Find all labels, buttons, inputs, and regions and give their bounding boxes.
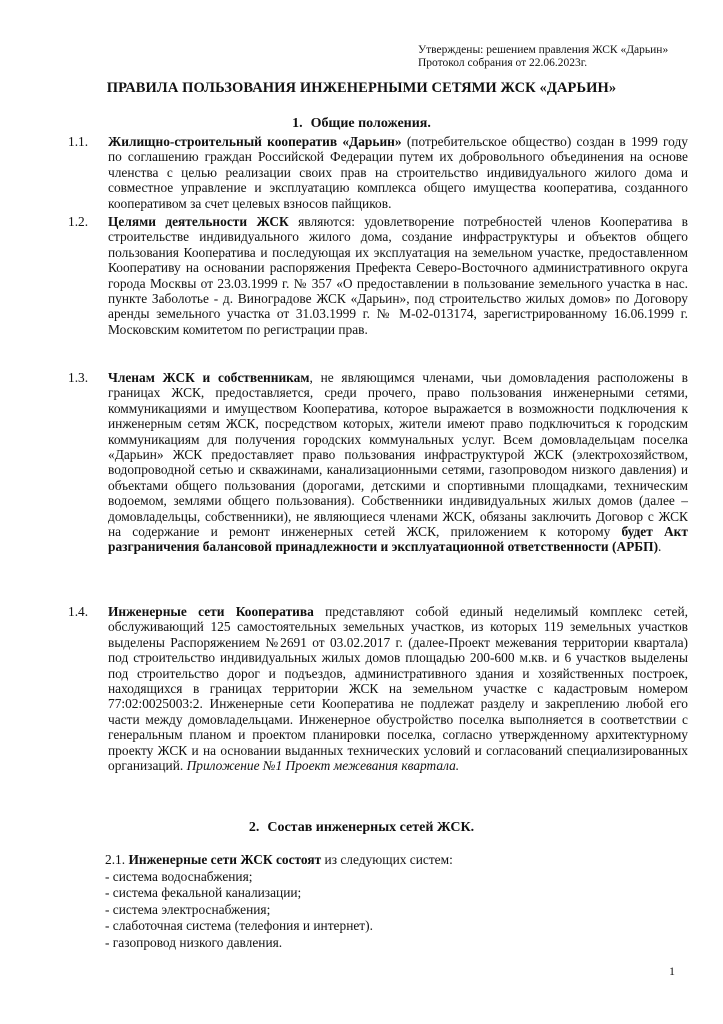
- clause-1-1: [68, 134, 688, 211]
- clause-1-3: [68, 370, 688, 555]
- clause-lead: Инженерные сети ЖСК состоят: [128, 852, 322, 867]
- clause-number: 1.1.: [68, 134, 89, 149]
- clause-number: 1.4.: [68, 604, 89, 619]
- system-item: - слаботочная система (телефония и интернет).: [105, 918, 373, 933]
- document-title: ПРАВИЛА ПОЛЬЗОВАНИЯ ИНЖЕНЕРНЫМИ СЕТЯМИ ЖСК «ДАРЬИН»: [106, 80, 617, 96]
- clause-2-1-intro: [105, 852, 665, 869]
- section-2-number: 2.: [248, 820, 260, 835]
- clause-1-2: [68, 214, 688, 337]
- appendix-reference: Приложение №1 Проект межевания квартала.: [186, 758, 460, 774]
- clause-number: 1.3.: [68, 370, 89, 385]
- clause-text: представляют собой единый неделимый комплекс сетей, обслуживающий 125 самостоятельных земельных участков, из которых 119 земельных участков выделены Распоряжением №2691 от 03.02.2017 г. (далее-Проект межевания территории квартала) под строительство индивидуальных жилых домов площадью 200-600 м.кв. и 6 участков выделены под строительство дорог и подъездов, административного здания и хозяйственных построек, находящихся в границах территории ЖСК на земельном участке с кадастровым номером 77:02:0025003:2. Инженерные сети Кооператива не подлежат разделу и закреплению любой его части между домовладельцами. Инженерное обустройство поселка выполняется в соответствии с генеральным планом и проектом планировки поселка, согласно утвержденному архитектурному проекту ЖСК и на основании выданных технических условий и согласований специализированных организаций.: [108, 604, 688, 774]
- section-2-heading: [0, 820, 723, 836]
- clause-number: 2.1.: [105, 852, 126, 867]
- clause-lead: Жилищно-строительный кооператив «Дарьин»: [108, 134, 402, 149]
- system-item: - система водоснабжения;: [105, 868, 253, 884]
- clause-tail: .: [658, 539, 662, 555]
- system-item: - система фекальной канализации;: [105, 885, 302, 900]
- clause-lead: Целями деятельности ЖСК: [108, 214, 289, 229]
- approval-line-2: Протокол собрания от 22.06.2023г.: [418, 57, 588, 69]
- clause-lead: Членам ЖСК и собственникам: [108, 370, 310, 385]
- clause-bold-tail: будет Акт разграничения балансовой принадлежности и эксплуатационной ответственности (АРБП): [108, 524, 688, 555]
- page-number: 1: [669, 964, 675, 978]
- clause-number: 1.2.: [68, 214, 89, 229]
- system-item: - газопровод низкого давления.: [105, 934, 283, 950]
- system-item: - система электроснабжения;: [105, 901, 271, 917]
- systems-list: [105, 852, 665, 951]
- clause-text: из следующих систем:: [321, 852, 453, 867]
- approval-note: [418, 44, 668, 70]
- clause-lead: Инженерные сети Кооператива: [108, 604, 314, 619]
- section-1-heading: [0, 116, 723, 132]
- clause-1-4: [68, 604, 688, 773]
- section-2-title: Состав инженерных сетей ЖСК.: [267, 820, 475, 835]
- clause-text: являются: удовлетворение потребностей членов Кооператива в строительстве индивидуального жилого дома, создание инфраструктуры и объектов общего пользования Кооператива и последующая их эксплуатация на земельном участке, предоставленном Кооперативу на основании распоряжения Префекта Северо-Восточного административного округа города Москвы от 23.03.1999 г. № 357 «О предоставлении в пользование земельного участка в нас. пункте Заболотье - д. Виноградове ЖСК «Дарьин», под строительство жилых домов» по Договору аренды земельного участка от 31.03.1999 г. № М-02-013174, зарегистрированному 16.06.1999 г. Московским комитетом по регистрации прав.: [108, 214, 688, 337]
- section-1-title: Общие положения.: [310, 116, 431, 131]
- clause-text: (потребительское общество) создан в 1999 году по соглашению граждан Российской Федерации путем их добровольного объединения на основе членства с целью реализации своих прав на строительство индивидуального жилого дома и совместное управление и эксплуатацию комплекса общего имущества кооператива, созданного кооперативом за счет целевых взносов пайщиков.: [108, 134, 688, 211]
- approval-line-1: Утверждены: решением правления ЖСК «Дарьин»: [418, 44, 669, 56]
- clause-text: , не являющимся членами, чьи домовладения расположены в границах ЖСК, предоставляется, среди прочего, право пользования инженерными сетями, коммуникациями и имуществом Кооператива, которое выражается в возможности подключения к инженерным сетям ЖСК, посредством которых, жители имеют право подключиться к городским коммуникациям для получения городских коммунальных услуг. Всем домовладельцам поселка «Дарьин» ЖСК предоставляет право пользования инфраструктурой ЖСК (электрохозяйством, водопроводной сетью и скважинами, канализационными сетями, газопроводом низкого давления) и объектами общего пользования (дорогами, детскими и спортивными площадками, техническим водоемом, землями общего пользования). Собственники индивидуальных жилых домов (далее – домовладельцы, собственники), не являющиеся членами ЖСК, обязаны заключить Договор с ЖСК на содержание и ремонт инженерных сетей ЖСК, приложением к которому: [108, 370, 688, 540]
- section-1-number: 1.: [292, 116, 303, 131]
